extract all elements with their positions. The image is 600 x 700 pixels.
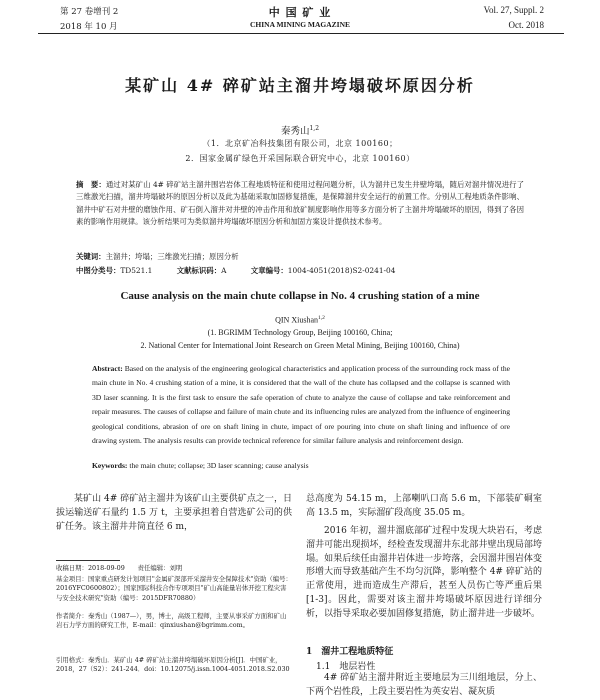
body-right-paragraph-2: 2016 年初，溜井溜底部矿过程中发现大块岩石，考虑溜井可能出现损坏，经检查发现溜井东北部井壁出现局部垮塌。如果后续任由溜井岩体进一步垮落，会因溜井围岩体变形增大而导致基础产生不均匀沉降，影响整个 4# 碎矿站的正常使用，进而造成生产滞后，甚至人员伤亡等严重后果[1-3]。因此，需要对该主溜井垮塌破坏原因进行详细分析，以指导采取必要加固修复措施，防止溜井进一步破坏。 — [306, 526, 542, 619]
header-date-cn: 2018 年 10 月 — [60, 22, 118, 32]
body-left-paragraph: 某矿山 4# 碎矿站主溜井为该矿山主要供矿点之一，日拔运输送矿石量约 1.5 万 t，主要承担着自营选矿公司的供矿任务。该主溜井井筒直径 6 m， — [56, 494, 292, 532]
page-title-en: Cause analysis on the main chute collapse in No. 4 crushing station of a mine — [120, 290, 480, 302]
header-volume-cn: 第 27 卷增刊 2 — [60, 7, 119, 17]
header-rule — [38, 33, 564, 34]
abstract-cn: 摘 要：通过对某矿山 4# 碎矿站主溜井围岩岩体工程地质特征和使用过程问题分析，认为溜井已发生井壁垮塌，随后对溜井情况进行了三维激光扫描，溜井垮塌破坏的原因分析以及此为基础采取加固修复措施，是保障溜井安全运行的前置工作。分别从工程地质条件影响、溜井中矿石对井壁的磨蚀作用、矿石倒入溜井对井壁的冲击作用和放矿制度影响作用等多方面分析了主溜井垮塌破坏的原因，得到了各因素的影响作用规律。该分析结果可为类似溜井垮塌破坏原因分析和加固方案设计提供技术参考。 — [76, 180, 524, 227]
author-cn: 秦秀山$^{1,2}$ — [280, 124, 320, 137]
footnote-received: 收稿日期：2018-09-09 责任编辑：刘明 — [56, 564, 183, 572]
classification-line: 中图分类号：TD521.1 文献标识码：A 文章编号：1004-4051(2018)S2-0241-04 — [76, 266, 396, 275]
affiliation-cn-1: （1．北京矿冶科技集团有限公司，北京 100160； — [202, 139, 398, 148]
affiliation-en-1: (1. BGRIMM Technology Group, Beijing 100160, China; — [207, 328, 393, 337]
keywords-en: Keywords: the main chute; collapse; 3D laser scanning; cause analysis — [92, 461, 309, 470]
abstract-en: Abstract: Based on the analysis of the engineering geological characteristics and application process of the surrounding rock mass of the main chute in No. 4 crushing station of a mine, it is considered that the wall of the chute has collapsed and the collapse is scanned with 3D laser scanning. It is the first task to ensure the safe operation of chute to analyze the cause of collapse and take reinforcement and repair measures. The causes of collapse and failure of main chute and its influencing rules are analyzed from the influence of engineering geological conditions, abrasion of ore on shaft lining in chute, impact of ore pouring into chute on shaft lining and influence of ore drawing system. The analysis results can provide technical reference for similar failure analysis and reinforcement design. — [92, 364, 510, 446]
section-heading-1: 1 溜井工程地质特征 — [306, 647, 394, 657]
footnote-rule — [56, 560, 120, 561]
header-volume-en: Vol. 27, Suppl. 2 — [483, 5, 544, 15]
journal-name-en: CHINA MINING MAGAZINE — [249, 20, 350, 29]
body-right-paragraph-1: 总高度为 54.15 m，上部喇叭口高 5.6 m，下部装矿硐室高 13.5 m，实际溜矿段高度 35.05 m。 — [306, 494, 542, 518]
body-right-paragraph-3: 4# 碎矿站主溜井附近主要地层为三川组地层，分上、下两个岩性段，上段主要岩性为英安岩、凝灰质 — [306, 673, 542, 697]
keywords-cn: 关键词：主溜井；垮塌；三维激光扫描；原因分析 — [76, 252, 239, 261]
footnote-funding: 基金项目：国家重点研发计划项目"金属矿深部开采溜井安全保障技术"资助（编号：2016YFC0600802）；国家国际科技合作专项项目"矿山高能量岩体开挖工程灾害与安全技术研究"资助（编号：2015DFR70880） — [56, 575, 292, 602]
footnote-author-bio: 作者简介：秦秀山（1987—），男，博士，高级工程师，主要从事采矿方面和矿山岩石力学方面的研究工作，E-mail：qinxiushan@bgrimm.com。 — [56, 612, 287, 630]
author-en: QIN Xiushan$^{1,2}$ — [275, 315, 325, 325]
footnote-citation: 引用格式：秦秀山．某矿山 4# 碎矿站主溜井垮塌破坏原因分析[J]．中国矿业，2018，27（S2）：241-244．doi：10.12075/j.issn.1004-4051.2018.S2.030 — [56, 656, 290, 674]
header-date-en: Oct. 2018 — [508, 20, 544, 30]
affiliation-cn-2: 2．国家金属矿绿色开采国际联合研究中心，北京 100160） — [185, 154, 415, 163]
section-heading-1-1: 1.1 地层岩性 — [316, 662, 376, 672]
page-title-cn: 某矿山 4# 碎矿站主溜井垮塌破坏原因分析 — [125, 76, 475, 95]
journal-name-cn: 中 国 矿 业 — [268, 6, 332, 19]
affiliation-en-2: 2. National Center for International Joint Research on Green Metal Mining, Beijing 100160, China) — [140, 341, 460, 350]
